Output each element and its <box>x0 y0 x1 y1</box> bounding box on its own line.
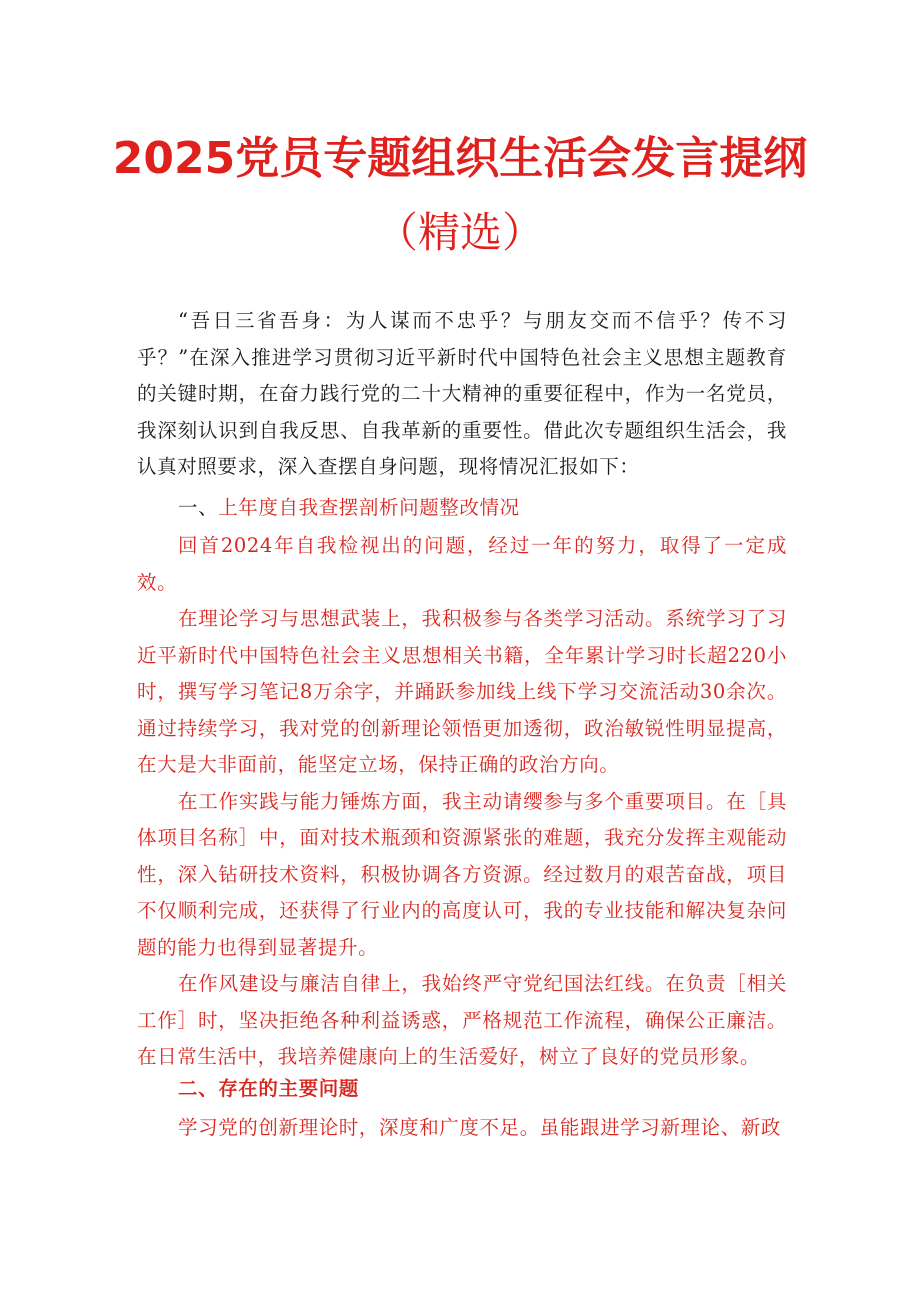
section2-paragraph-1: 学习党的创新理论时，深度和广度不足。虽能跟进学习新理论、新政 <box>178 1116 782 1139</box>
section2-body <box>137 1110 787 1147</box>
intro-text: “吾日三省吾身：为人谋而不忠乎？与朋友交而不信乎？传不习乎？”在深入推进学习贯彻习近平新时代中国特色社会主义思想主题教育的关键时期，在奋力践行党的二十大精神的重要征程中，作为一名党员，我深刻认识到自我反思、自我革新的重要性。借此次专题组织生活会，我认真对照要求，深入查摆自身问题，现将情况汇报如下： <box>137 309 787 478</box>
section1-paragraph-4: 在作风建设与廉洁自律上，我始终严守党纪国法红线。在负责［相关工作］时，坚决拒绝各种利益诱惑，严格规范工作流程，确保公正廉洁。在日常生活中，我培养健康向上的生活爱好，树立了良好的党员形象。 <box>137 972 787 1068</box>
section1-paragraph-1: 回首2024年自我检视出的问题，经过一年的努力，取得了一定成效。 <box>137 534 787 594</box>
section1-number: 一、 <box>178 496 219 519</box>
section1-heading <box>178 492 520 520</box>
section1-body <box>137 528 787 1076</box>
intro-paragraph <box>137 303 787 486</box>
section1-paragraph-2: 在理论学习与思想武装上，我积极参与各类学习活动。系统学习了习近平新时代中国特色社会主义思想相关书籍，全年累计学习时长超220小时，撰写学习笔记8万余字，并踊跃参加线上线下学习交流活动30余次。通过持续学习，我对党的创新理论领悟更加透彻，政治敏锐性明显提高，在大是大非面前，能坚定立场，保持正确的政治方向。 <box>137 607 787 776</box>
section1-title: 上年度自我查摆剖析问题整改情况 <box>218 496 520 519</box>
document-subtitle: （精选） <box>375 208 544 257</box>
section2-heading: 二、存在的主要问题 <box>178 1077 359 1100</box>
section1-paragraph-3: 在工作实践与能力锤炼方面，我主动请缨参与多个重要项目。在［具体项目名称］中，面对技术瓶颈和资源紧张的难题，我充分发挥主观能动性，深入钻研技术资料，积极协调各方资源。经过数月的艰苦奋战，项目不仅顺利完成，还获得了行业内的高度认可，我的专业技能和解决复杂问题的能力也得到显著提升。 <box>137 789 787 959</box>
document-title: 2025党员专题组织生活会发言提纲 <box>112 133 808 184</box>
